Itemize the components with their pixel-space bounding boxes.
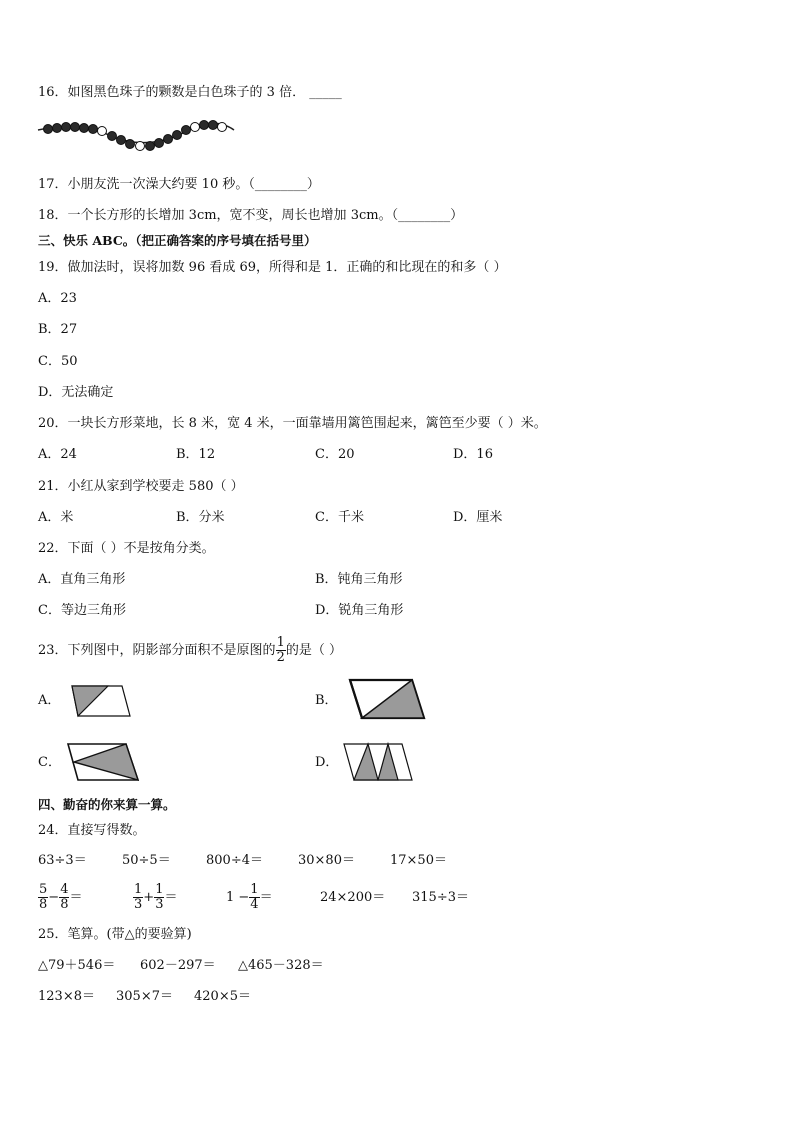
q20-text: 一块长方形菜地，长 8 米，宽 4 米，一面靠墙用篱笆围起来，篱笆至少要（ ）米。: [67, 416, 547, 431]
q23-fraction: [276, 636, 286, 665]
q24-expr-10: 315÷3＝: [412, 890, 469, 905]
q23-figure-a[interactable]: [64, 684, 134, 720]
frac-num: 5: [39, 882, 48, 897]
q23-text-after: 的是（ ）: [285, 643, 342, 658]
q23-frac-den: 2: [276, 650, 285, 665]
q24-fraction-expr-3: [226, 880, 273, 916]
q19-option-b[interactable]: B．27: [38, 322, 78, 337]
q16-number: 16．: [38, 85, 68, 100]
operator: −: [48, 890, 60, 905]
q20-option-a[interactable]: A．24: [38, 447, 77, 462]
q23-option-a-label[interactable]: A．: [38, 693, 61, 708]
q24-fraction-expr-1: [38, 880, 82, 916]
q25-text: 笔算。(带△的要验算): [67, 927, 192, 942]
q22-option-d[interactable]: D．锐角三角形: [315, 603, 404, 618]
black-bead-group-3: [146, 126, 191, 151]
q21-option-c[interactable]: C．千米: [315, 510, 364, 525]
q19-option-a[interactable]: A．23: [38, 291, 77, 306]
q25-expr-4: 123×8＝: [38, 989, 95, 1004]
frac-den: 8: [39, 897, 48, 912]
question-22: [38, 540, 215, 558]
q22-option-a[interactable]: A．直角三角形: [38, 572, 126, 587]
q25-expr-2: 602－297＝: [140, 958, 216, 973]
frac-num: 4: [60, 882, 69, 897]
lead-term: 1 −: [226, 890, 250, 905]
q16-answer-blank[interactable]: _____: [309, 85, 342, 100]
q23-option-d-label[interactable]: D．: [315, 755, 339, 770]
q24-number: 24．: [38, 823, 68, 838]
white-bead: [191, 123, 200, 132]
q23-number: 23．: [38, 643, 68, 658]
q23-text-before: 下列图中，阴影部分面积不是原图的: [67, 643, 276, 658]
q19-option-d[interactable]: D．无法确定: [38, 385, 114, 400]
question-16: [38, 84, 342, 102]
q23-option-c-label[interactable]: C．: [38, 755, 61, 770]
q23-frac-num: 1: [276, 635, 285, 650]
q19-number: 19．: [38, 260, 68, 275]
question-24: [38, 822, 146, 840]
frac-den: 3: [155, 897, 164, 912]
q21-text: 小红从家到学校要走 580（ ）: [67, 479, 244, 494]
q21-option-a[interactable]: A．米: [38, 510, 74, 525]
equals: ＝: [259, 890, 273, 905]
question-17: [38, 176, 320, 194]
question-18: [38, 207, 463, 225]
q18-text: 一个长方形的长增加 3cm，宽不变，周长也增加 3cm。（________）: [67, 208, 464, 223]
frac-num: 1: [134, 882, 143, 897]
q22-option-b[interactable]: B．钝角三角形: [315, 572, 403, 587]
q23-option-b-label[interactable]: B．: [315, 693, 338, 708]
frac-den: 4: [250, 897, 259, 912]
q21-number: 21．: [38, 479, 68, 494]
frac-num: 1: [250, 882, 259, 897]
frac-den: 3: [134, 897, 143, 912]
q21-option-d[interactable]: D．厘米: [453, 510, 503, 525]
q24-fraction-expr-2: [133, 880, 177, 916]
q25-expr-3: △465－328＝: [238, 958, 324, 973]
black-bead-group-4: [200, 121, 218, 130]
q20-option-d[interactable]: D．16: [453, 447, 493, 462]
q22-text: 下面（ ）不是按角分类。: [67, 541, 215, 556]
black-bead-group-2: [108, 132, 135, 149]
q21-option-b[interactable]: B．分米: [176, 510, 225, 525]
white-bead: [136, 142, 145, 151]
frac-num: 1: [155, 882, 164, 897]
q25-expr-1: △79＋546＝: [38, 958, 116, 973]
q23-figure-b[interactable]: [346, 678, 426, 720]
section-3-heading: 三、快乐 ABC。（把正确答案的序号填在括号里）: [38, 233, 317, 248]
equals: ＝: [164, 890, 178, 905]
black-bead-group-1: [44, 123, 98, 134]
q24-expr-5: 17×50＝: [390, 853, 447, 868]
question-21: [38, 478, 244, 496]
q20-option-c[interactable]: C．20: [315, 447, 355, 462]
section-4-heading: 四、勤奋的你来算一算。: [38, 797, 176, 812]
q24-expr-9: 24×200＝: [320, 890, 386, 905]
q25-expr-5: 305×7＝: [116, 989, 173, 1004]
operator: +: [143, 890, 155, 905]
equals: ＝: [69, 890, 83, 905]
question-20: [38, 415, 547, 433]
white-bead: [98, 127, 107, 136]
q25-expr-6: 420×5＝: [194, 989, 251, 1004]
q23-figure-c[interactable]: [64, 742, 144, 782]
q19-option-c[interactable]: C．50: [38, 354, 78, 369]
q17-text: 小朋友洗一次澡大约要 10 秒。（________）: [67, 177, 320, 192]
q20-number: 20．: [38, 416, 68, 431]
q16-text: 如图黑色珠子的颗数是白色珠子的 3 倍．: [67, 85, 306, 100]
frac-den: 8: [60, 897, 69, 912]
q22-number: 22．: [38, 541, 68, 556]
q23-figure-d[interactable]: [342, 742, 416, 782]
q24-expr-2: 50÷5＝: [122, 853, 171, 868]
q20-option-b[interactable]: B．12: [176, 447, 216, 462]
question-23: [38, 636, 342, 666]
q22-option-c[interactable]: C．等边三角形: [38, 603, 126, 618]
question-19: [38, 259, 507, 277]
q19-text: 做加法时，误将加数 96 看成 69，所得和是 1．正确的和比现在的和多（ ）: [67, 260, 507, 275]
q17-number: 17．: [38, 177, 68, 192]
q24-expr-1: 63÷3＝: [38, 853, 87, 868]
q25-number: 25．: [38, 927, 68, 942]
q24-text: 直接写得数。: [67, 823, 146, 838]
q24-expr-3: 800÷4＝: [206, 853, 263, 868]
bead-string-figure: [36, 116, 236, 156]
q18-number: 18．: [38, 208, 68, 223]
question-25: [38, 926, 192, 944]
white-bead: [218, 123, 227, 132]
q24-expr-4: 30×80＝: [298, 853, 355, 868]
